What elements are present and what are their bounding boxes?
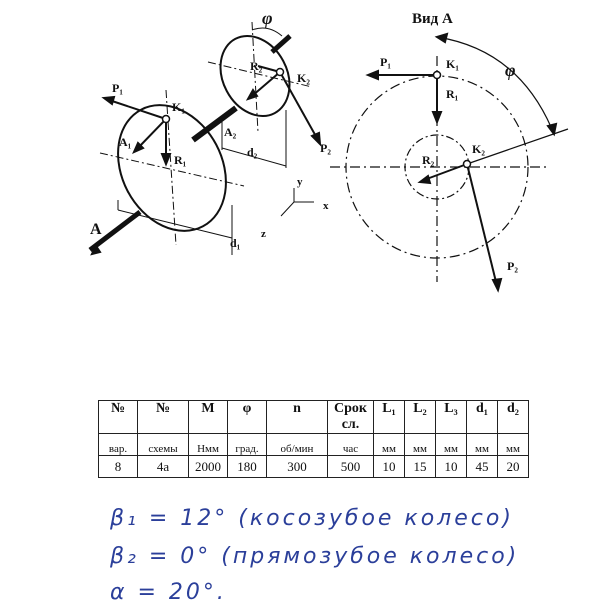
label-a2-left: A₂ bbox=[224, 125, 237, 139]
unit-d2: мм bbox=[498, 434, 529, 456]
unit-scheme: схемы bbox=[138, 434, 189, 456]
label-p1-right: P₁ bbox=[380, 55, 391, 69]
header-l2: L₂ bbox=[405, 401, 436, 434]
table-row bbox=[99, 456, 529, 478]
header-d2: d₂ bbox=[498, 401, 529, 434]
cell-moment: 2000 bbox=[189, 456, 228, 478]
label-r2-right: R₂ bbox=[422, 153, 435, 167]
unit-l1: мм bbox=[374, 434, 405, 456]
unit-variant: вар. bbox=[99, 434, 138, 456]
cell-l2: 15 bbox=[405, 456, 436, 478]
note-alpha: α = 20°. bbox=[110, 580, 227, 605]
cell-scheme: 4а bbox=[138, 456, 189, 478]
label-phi-right: φ bbox=[505, 60, 516, 80]
unit-l2: мм bbox=[405, 434, 436, 456]
label-phi-left: φ bbox=[262, 8, 273, 28]
label-y-axis: y bbox=[297, 176, 303, 188]
label-k2-right: K₂ bbox=[472, 142, 485, 156]
unit-l3: мм bbox=[436, 434, 467, 456]
header-lifetime: Срок сл. bbox=[328, 401, 374, 434]
label-r1-right: R₁ bbox=[446, 87, 459, 101]
cell-lifetime: 500 bbox=[328, 456, 374, 478]
label-z-axis: z bbox=[261, 228, 266, 240]
header-d1: d₁ bbox=[467, 401, 498, 434]
table-unit-row bbox=[99, 434, 529, 456]
label-r1-left: R₁ bbox=[174, 153, 187, 167]
label-x-axis: x bbox=[323, 200, 329, 212]
header-scheme: № bbox=[138, 401, 189, 434]
header-moment: M bbox=[189, 401, 228, 434]
cell-d1: 45 bbox=[467, 456, 498, 478]
label-p1-left: P₁ bbox=[112, 81, 123, 95]
view-a-title: Вид А bbox=[412, 11, 453, 27]
label-k1-right: K₁ bbox=[446, 57, 459, 71]
parameters-table bbox=[98, 400, 529, 478]
cell-l3: 10 bbox=[436, 456, 467, 478]
unit-d1: мм bbox=[467, 434, 498, 456]
unit-lifetime: час bbox=[328, 434, 374, 456]
label-p2-right: P₂ bbox=[507, 259, 518, 273]
label-a1-left: A₁ bbox=[119, 135, 132, 149]
label-k1-left: K₁ bbox=[172, 100, 185, 114]
unit-moment: Нмм bbox=[189, 434, 228, 456]
unit-phi: град. bbox=[228, 434, 267, 456]
cell-d2: 20 bbox=[498, 456, 529, 478]
unit-speed: об/мин bbox=[267, 434, 328, 456]
header-variant: № bbox=[99, 401, 138, 434]
note-beta2: β₂ = 0° (прямозубое колесо) bbox=[110, 544, 520, 569]
cell-phi: 180 bbox=[228, 456, 267, 478]
header-l3: L₃ bbox=[436, 401, 467, 434]
label-d1-left: d₁ bbox=[230, 236, 241, 250]
header-l1: L₁ bbox=[374, 401, 405, 434]
label-r2-left: R₂ bbox=[250, 59, 263, 73]
cell-l1: 10 bbox=[374, 456, 405, 478]
cell-speed: 300 bbox=[267, 456, 328, 478]
label-view-a-arrow: A bbox=[90, 221, 102, 238]
label-p2-left: P₂ bbox=[320, 141, 331, 155]
note-beta1: β₁ = 12° (косозубое колесо) bbox=[110, 506, 514, 531]
header-phi: φ bbox=[228, 401, 267, 434]
cell-variant: 8 bbox=[99, 456, 138, 478]
label-d2-left: d₂ bbox=[247, 145, 258, 159]
label-k2-left: K₂ bbox=[297, 71, 310, 85]
header-speed: n bbox=[267, 401, 328, 434]
table-header-row bbox=[99, 401, 529, 434]
